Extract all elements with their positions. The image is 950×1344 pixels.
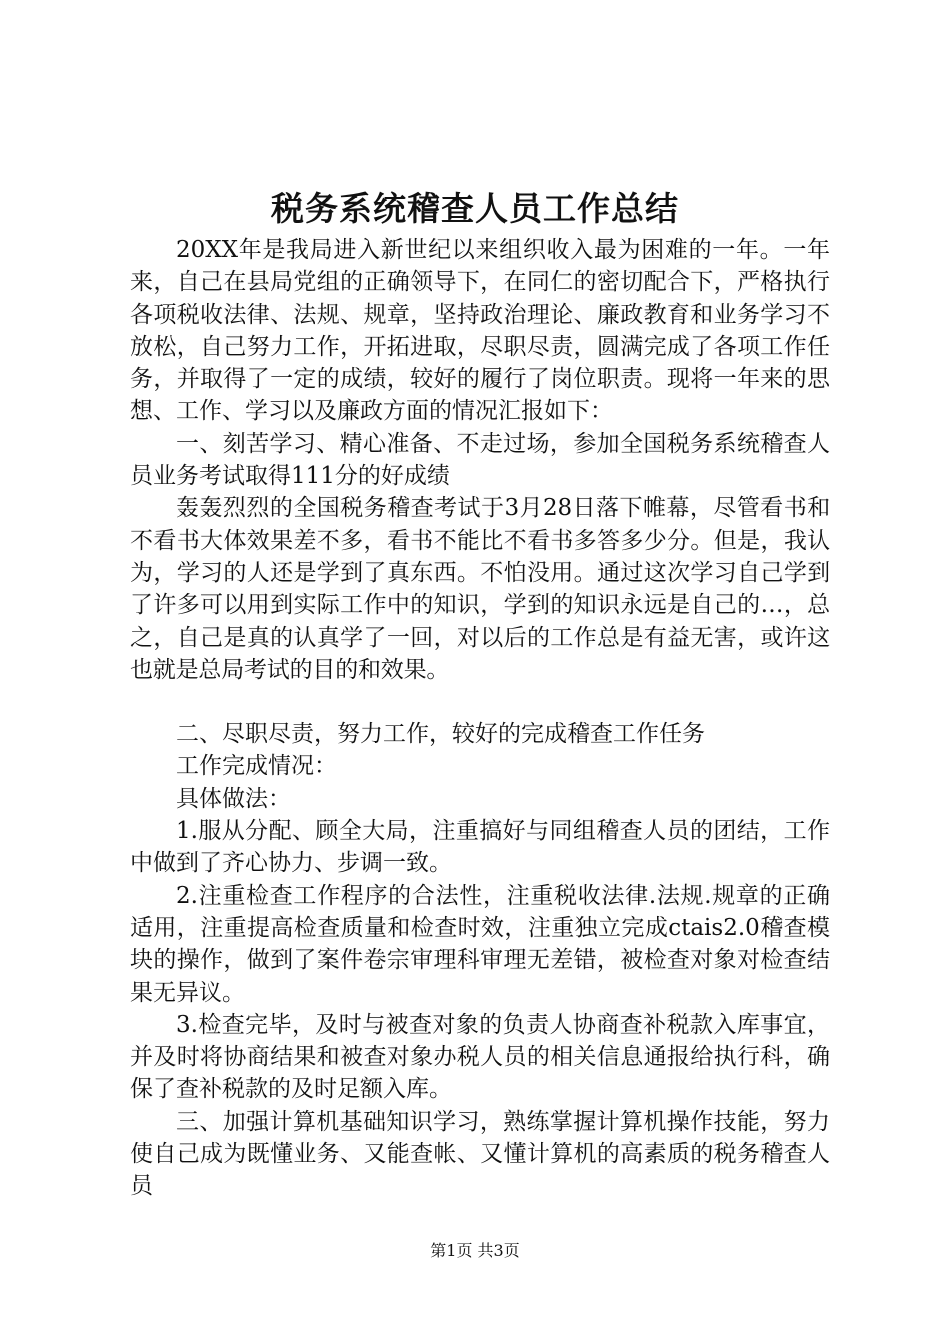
section-heading-work: 二、尽职尽责，努力工作，较好的完成稽查工作任务 bbox=[176, 721, 705, 748]
section-heading-study: 一、刻苦学习、精心准备、不走过场，参加全国税务系统稽查人员业务考试取得111分的好成绩 bbox=[130, 430, 830, 490]
list-item-2: 2.注重检查工作程序的合法性，注重税收法律.法规.规章的正确适用，注重提高检查质量和检查时效，注重独立完成ctais2.0稽查模块的操作，做到了案件卷宗审理科审理无差错，被检查对象对检查结果无异议。 bbox=[130, 882, 830, 1006]
document-title: 税务系统稽查人员工作总结 bbox=[271, 189, 679, 228]
list-item-1: 1.服从分配、顾全大局，注重搞好与同组稽查人员的团结，工作中做到了齐心协力、步调一致。 bbox=[130, 818, 830, 877]
label-work-status: 工作完成情况： bbox=[176, 753, 337, 780]
label-methods: 具体做法： bbox=[176, 785, 291, 812]
section-heading-computer: 三、加强计算机基础知识学习，熟练掌握计算机操作技能，努力使自己成为既懂业务、又能查帐、又懂计算机的高素质的税务稽查人员 bbox=[130, 1108, 830, 1200]
paragraph-spacer bbox=[130, 686, 830, 718]
list-item-3: 3.检查完毕，及时与被查对象的负责人协商查补税款入库事宜，并及时将协商结果和被查对象办税人员的相关信息通报给执行科，确保了查补税款的及时足额入库。 bbox=[130, 1011, 830, 1103]
paragraph-exam: 轰轰烈烈的全国税务稽查考试于3月28日落下帷幕，尽管看书和不看书大体效果差不多，看书不能比不看书多答多少分。但是，我认为，学习的人还是学到了真东西。不怕没用。通过这次学习自己学到了许多可以用到实际工作中的知识，学到的知识永远是自己的…，总之，自己是真的认真学了一回，对以后的工作总是有益无害，或许这也就是总局考试的目的和效果。 bbox=[130, 495, 830, 683]
document-body bbox=[130, 234, 830, 1203]
page-number: 第1页 共3页 bbox=[430, 1241, 520, 1260]
paragraph-intro: 20XX年是我局进入新世纪以来组织收入最为困难的一年。一年来，自己在县局党组的正确领导下，在同仁的密切配合下，严格执行各项税收法律、法规、规章，坚持政治理论、廉政教育和业务学习不放松，自己努力工作，开拓进取，尽职尽责，圆满完成了各项工作任务，并取得了一定的成绩，较好的履行了岗位职责。现将一年来的思想、工作、学习以及廉政方面的情况汇报如下： bbox=[130, 237, 830, 425]
